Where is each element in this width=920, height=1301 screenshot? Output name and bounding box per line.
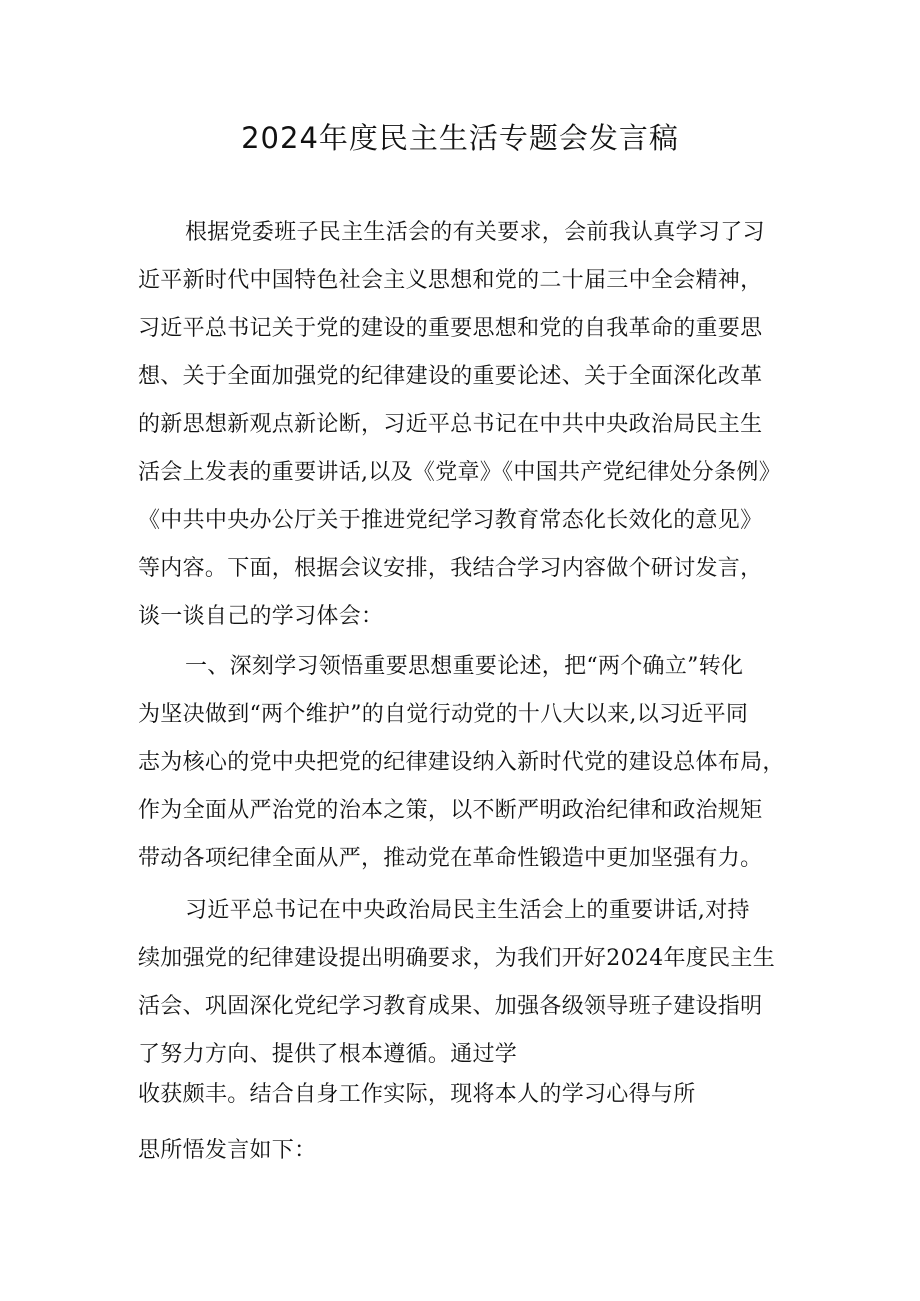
paragraph-line: 志为核心的党中央把党的纪律建设纳入新时代党的建设总体布局， [138, 750, 785, 775]
paragraph-line: 等内容。下面，根据会议安排，我结合学习内容做个研讨发言， [138, 556, 763, 581]
paragraph-line: 一、深刻学习领悟重要思想重要论述，把“两个确立”转化 [185, 654, 744, 679]
paragraph-line: 《中共中央办公厅关于推进党纪学习教育常态化长效化的意见》 [138, 508, 763, 533]
paragraph-line: 续加强党的纪律建设提出明确要求，为我们开好2024年度民主生 [138, 946, 775, 971]
paragraph-line: 活会、巩固深化党纪学习教育成果、加强各级领导班子建设指明 [138, 994, 763, 1019]
paragraph-line: 收获颇丰。结合自身工作实际，现将本人的学习心得与所 [138, 1082, 696, 1107]
paragraph-line: 活会上发表的重要讲话,以及《党章》《中国共产党纪律处分条例》 [138, 460, 781, 485]
paragraph-line: 想、关于全面加强党的纪律建设的重要论述、关于全面深化改革 [138, 364, 763, 389]
paragraph-line: 带动各项纪律全面从严，推动党在革命性锻造中更加坚强有力。 [138, 846, 763, 871]
paragraph-line: 习近平总书记关于党的建设的重要思想和党的自我革命的重要思 [138, 316, 763, 341]
paragraph-line: 的新思想新观点新论断，习近平总书记在中共中央政治局民主生 [138, 412, 763, 437]
page-title: 2024年度民主生活专题会发言稿 [241, 121, 679, 155]
paragraph-line: 谈一谈自己的学习体会： [138, 604, 384, 629]
paragraph-line: 习近平总书记在中央政治局民主生活会上的重要讲话,对持 [185, 898, 750, 923]
paragraph-line: 根据党委班子民主生活会的有关要求，会前我认真学习了习 [185, 220, 765, 245]
paragraph-line: 作为全面从严治党的治本之策，以不断严明政治纪律和政治规矩 [138, 798, 763, 823]
paragraph-line: 近平新时代中国特色社会主义思想和党的二十届三中全会精神， [138, 268, 763, 293]
paragraph-line: 为坚决做到“两个维护”的自觉行动党的十八大以来,以习近平同 [138, 702, 749, 727]
paragraph-line: 了努力方向、提供了根本遵循。通过学 [138, 1042, 518, 1067]
paragraph-line: 思所悟发言如下： [138, 1138, 317, 1163]
